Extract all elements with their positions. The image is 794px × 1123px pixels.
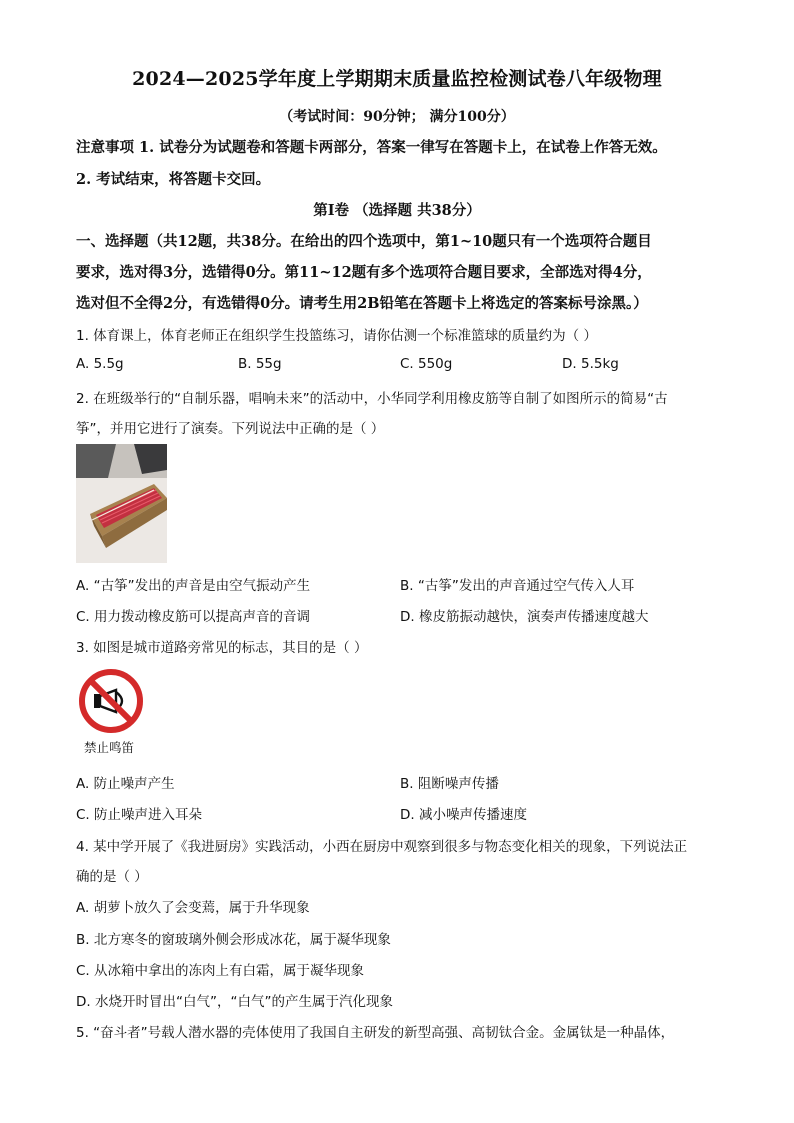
notice-line-2: 2. 考试结束，将答题卡交回。: [76, 171, 271, 188]
section-heading: 第Ⅰ卷 （选择题 共38分）: [313, 202, 481, 219]
question-1-option-c: C. 550g: [400, 356, 453, 372]
section-instructions-line: 一、选择题（共12题，共38分。在给出的四个选项中，第1~10题只有一个选项符合题目: [76, 233, 652, 250]
question-2-stem: 筝”，并用它进行了演奏。下列说法中正确的是（ ）: [76, 421, 385, 437]
question-5-stem: 5. “奋斗者”号载人潜水器的壳体使用了我国自主研发的新型高强、高韧钛合金。金属钛是一种晶体，: [76, 1025, 675, 1041]
question-4-option-c: C. 从冰箱中拿出的冻肉上有白霜，属于凝华现象: [76, 963, 365, 979]
section-instructions-line: 选对但不全得2分，有选错得0分。请考生用2B铅笔在答题卡上将选定的答案标号涂黑。）: [76, 295, 648, 312]
question-4-stem: 确的是（ ）: [76, 869, 148, 885]
question-2-option-b: B. “古筝”发出的声音通过空气传入人耳: [400, 578, 635, 594]
question-2-stem: 2. 在班级举行的“自制乐器，唱响未来”的活动中，小华同学利用橡皮筋等自制了如图所示的简易“古: [76, 391, 668, 407]
question-4-option-d: D. 水烧开时冒出“白气”，“白气”的产生属于汽化现象: [76, 994, 393, 1010]
question-1-option-a: A. 5.5g: [76, 356, 124, 372]
question-3-option-c: C. 防止噪声进入耳朵: [76, 807, 203, 823]
sign-caption: 禁止鸣笛: [84, 740, 135, 755]
question-1-stem: 1. 体育课上，体育老师正在组织学生投篮练习，请你估测一个标准篮球的质量约为（ ）: [76, 328, 597, 344]
question-4-stem: 4. 某中学开展了《我进厨房》实践活动，小西在厨房中观察到很多与物态变化相关的现象，下列说法正: [76, 839, 688, 855]
question-1-option-d: D. 5.5kg: [562, 356, 619, 372]
exam-info: （考试时间：90分钟； 满分100分）: [279, 109, 515, 125]
question-4-option-a: A. 胡萝卜放久了会变蔫，属于升华现象: [76, 900, 310, 916]
question-3-stem: 3. 如图是城市道路旁常见的标志，其目的是（ ）: [76, 640, 368, 656]
question-3-option-a: A. 防止噪声产生: [76, 776, 175, 792]
question-2-option-d: D. 橡皮筋振动越快，演奏声传播速度越大: [400, 609, 649, 625]
question-4-option-b: B. 北方寒冬的窗玻璃外侧会形成冰花，属于凝华现象: [76, 932, 391, 948]
question-3-option-b: B. 阻断噪声传播: [400, 776, 499, 792]
section-instructions-line: 要求，选对得3分，选错得0分。第11~12题有多个选项符合题目要求，全部选对得4分，: [76, 264, 652, 281]
guzheng-photo: [76, 444, 167, 563]
question-2-option-c: C. 用力拨动橡皮筋可以提高声音的音调: [76, 609, 311, 625]
question-3-option-d: D. 减小噪声传播速度: [400, 807, 527, 823]
notice-line-1: 注意事项 1. 试卷分为试题卷和答题卡两部分，答案一律写在答题卡上，在试卷上作答无效。: [76, 139, 667, 156]
question-2-option-a: A. “古筝”发出的声音是由空气振动产生: [76, 578, 311, 594]
no-honking-sign-icon: [78, 668, 144, 734]
page-title: 2024—2025学年度上学期期末质量监控检测试卷八年级物理: [132, 68, 662, 90]
question-1-option-b: B. 55g: [238, 356, 282, 372]
